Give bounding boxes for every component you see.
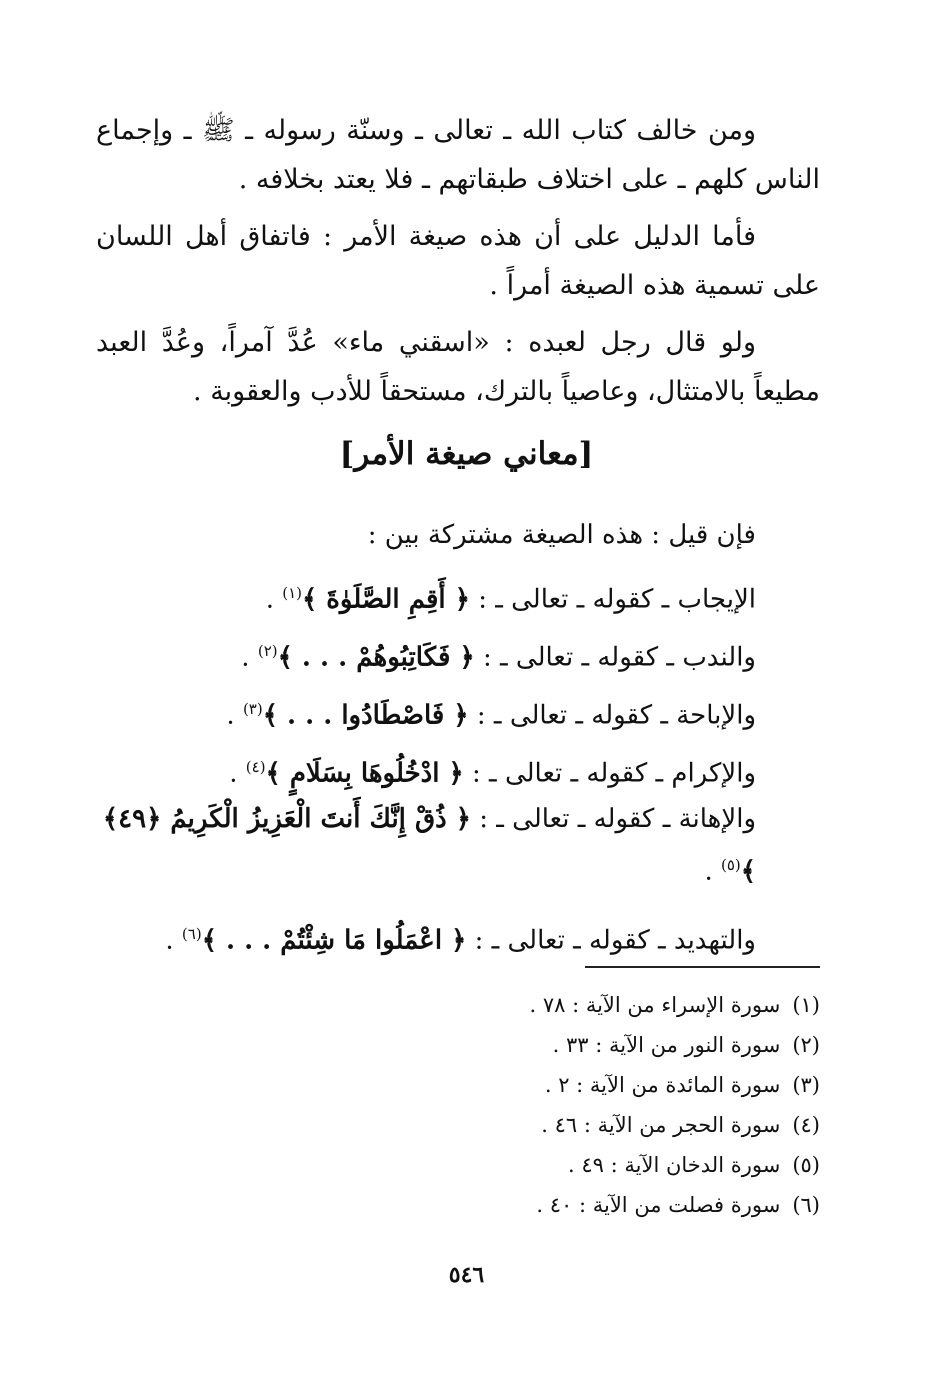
footnote-number: (٤) xyxy=(792,1113,820,1137)
footnote-ref[interactable]: (٦) xyxy=(181,924,202,943)
footnote-text: سورة فصلت من الآية : ٤٠ . xyxy=(536,1193,781,1217)
footnote-item xyxy=(300,1025,820,1065)
quran-verse: ﴿ ادْخُلُوهَا بِسَلَامٍ ﴾ xyxy=(265,758,464,789)
footnote-ref[interactable]: (٤) xyxy=(245,758,266,776)
footnote-text: سورة الإسراء من الآية : ٧٨ . xyxy=(529,993,781,1017)
footnote-text: سورة الدخان الآية : ٤٩ . xyxy=(568,1153,781,1177)
intro-line: فإن قيل : هذه الصيغة مشتركة بين : xyxy=(367,520,756,550)
meaning-prefix: والإكرام ـ كقوله ـ تعالى ـ : xyxy=(472,758,756,789)
meaning-item: الإيجاب ـ كقوله ـ تعالى ـ : ﴿ أَقِمِ الصَّلَوٰةَ ﴾$^{(١)}$ . xyxy=(265,584,756,615)
quran-verse: ﴿ فَاصْطَادُوا . . . ﴾ xyxy=(262,700,469,731)
footnote-ref[interactable]: (٥) xyxy=(720,856,741,874)
footnote-item xyxy=(300,985,820,1025)
paragraph-1: ومن خالف كتاب الله ـ تعالى ـ وسنّة رسوله ـ ﷺ ـ وإجماع الناس كلهم ـ على اختلاف طبقاتهم ـ فلا يعتد بخلافه . xyxy=(96,115,820,195)
meaning-prefix: الإيجاب ـ كقوله ـ تعالى ـ : xyxy=(478,584,756,615)
quran-verse: ﴿ ذُقْ إِنَّكَ أَنتَ الْعَزِيزُ الْكَرِيمُ ﴿٤٩﴾ ﴾ xyxy=(102,804,756,887)
footnote-text: سورة المائدة من الآية : ٢ . xyxy=(544,1073,781,1097)
meaning-item: والندب ـ كقوله ـ تعالى ـ : ﴿ فَكَاتِبُوهُمْ . . . ﴾$^{(٢)}$ . xyxy=(241,642,756,673)
section-heading: [معاني صيغة الأمر] xyxy=(339,436,594,472)
meaning-prefix: والندب ـ كقوله ـ تعالى ـ : xyxy=(483,642,756,673)
meanings-list xyxy=(96,506,756,963)
meaning-prefix: والإباحة ـ كقوله ـ تعالى ـ : xyxy=(476,700,756,731)
meaning-item: والإهانة ـ كقوله ـ تعالى ـ : ﴿ ذُقْ إِنَّكَ أَنتَ الْعَزِيزُ الْكَرِيمُ ﴿٤٩﴾ ﴾$^{(٥)}$ . xyxy=(102,804,756,887)
quran-verse: ﴿ فَكَاتِبُوهُمْ . . . ﴾ xyxy=(277,642,475,673)
footnote-item xyxy=(300,1065,820,1105)
footnote-number: (١) xyxy=(792,993,820,1017)
footnote-number: (٢) xyxy=(792,1033,820,1057)
footnote-ref[interactable]: (٢) xyxy=(257,642,278,660)
footnote-number: (٦) xyxy=(792,1193,820,1217)
quran-verse: ﴿ اعْمَلُوا مَا شِئْتُمْ . . . ﴾ xyxy=(201,925,467,956)
footnote-number: (٣) xyxy=(792,1073,820,1097)
footnote-ref[interactable]: (٣) xyxy=(242,700,263,718)
meaning-item: والتهديد ـ كقوله ـ تعالى ـ : ﴿ اعْمَلُوا مَا شِئْتُمْ . . . ﴾$^{(٦)}$ . xyxy=(165,924,756,956)
footnote-text: سورة النور من الآية : ٣٣ . xyxy=(552,1033,781,1057)
page-number: ٥٤٦ xyxy=(448,1262,485,1288)
footnote-text: سورة الحجر من الآية : ٤٦ . xyxy=(541,1113,781,1137)
meaning-item: والإباحة ـ كقوله ـ تعالى ـ : ﴿ فَاصْطَادُوا . . . ﴾$^{(٣)}$ . xyxy=(226,700,756,731)
footnotes xyxy=(300,985,820,1225)
footnote-divider xyxy=(585,966,820,968)
footnote-item xyxy=(300,1185,820,1225)
meaning-prefix: والإهانة ـ كقوله ـ تعالى ـ : xyxy=(479,804,756,834)
paragraph-2: فأما الدليل على أن هذه صيغة الأمر : فاتفاق أهل اللسان على تسمية هذه الصيغة أمراً . xyxy=(96,221,820,301)
footnote-item xyxy=(300,1105,820,1145)
quran-verse: ﴿ أَقِمِ الصَّلَوٰةَ ﴾ xyxy=(302,584,470,615)
footnote-ref[interactable]: (١) xyxy=(282,584,302,602)
body-text xyxy=(96,106,820,416)
footnote-number: (٥) xyxy=(792,1153,820,1177)
footnote-item xyxy=(300,1145,820,1185)
paragraph-3: ولو قال رجل لعبده : «اسقني ماء» عُدَّ آمراً، وعُدَّ العبد مطيعاً بالامتثال، وعاصياً بالترك، مستحقاً للأدب والعقوبة . xyxy=(96,327,820,407)
meaning-prefix: والتهديد ـ كقوله ـ تعالى ـ : xyxy=(474,925,756,956)
meaning-item: والإكرام ـ كقوله ـ تعالى ـ : ﴿ ادْخُلُوهَا بِسَلَامٍ ﴾$^{(٤)}$ . xyxy=(229,758,756,789)
